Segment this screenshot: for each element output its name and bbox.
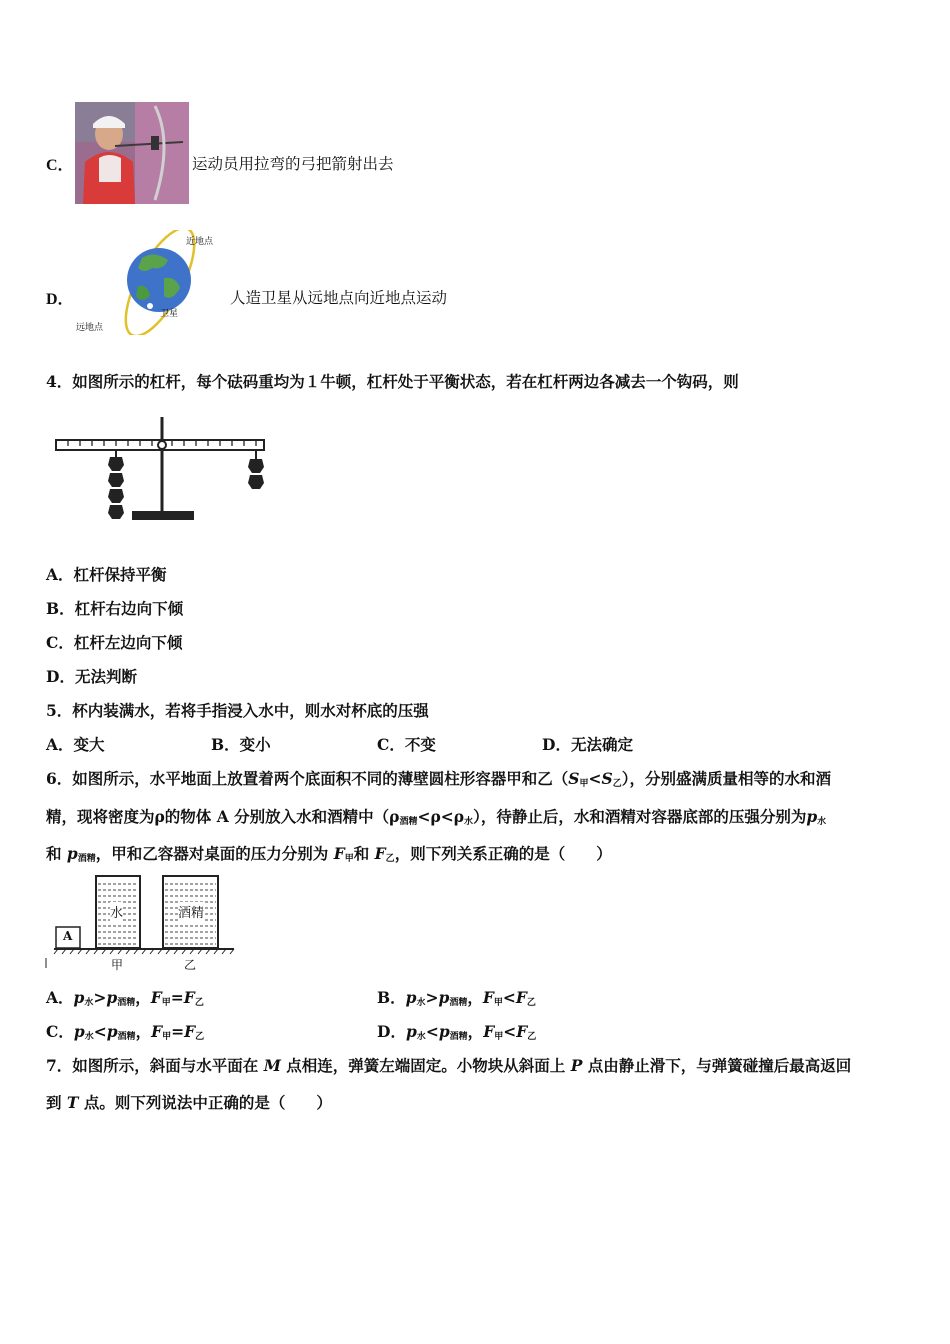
q5-option-a: A．变大: [46, 735, 105, 754]
q6-line-3: 和 $p_{酒精}$，甲和乙容器对桌面的压力分别为 $F_甲$和 $F_乙$，则下列关系正确的是（ ）: [46, 844, 612, 864]
q6-option-c: C．$p_水<p_{酒精}$，$F_甲=F_乙$: [46, 1022, 205, 1042]
q6-option-d: D．$p_水<p_{酒精}$，$F_甲<F_乙$: [377, 1022, 537, 1042]
q5-option-b: B．变小: [211, 735, 271, 754]
container-jia-label: 甲: [111, 958, 124, 972]
q6-option-b: B．$p_水>p_{酒精}$，$F_甲<F_乙$: [377, 988, 536, 1008]
satellite-label: 卫星: [160, 309, 179, 319]
near-point-label: 近地点: [186, 237, 214, 247]
q4-option-b: B．杠杆右边向下倾: [46, 599, 184, 618]
lever-figure: [54, 415, 269, 530]
option-c-text: 运动员用拉弯的弓把箭射出去: [192, 155, 394, 173]
q4-stem: 4．如图所示的杠杆，每个砝码重均为１牛顿，杠杆处于平衡状态，若在杠杆两边各减去一个钩码，则: [46, 372, 739, 391]
far-point-label: 远地点: [76, 323, 104, 333]
q4-option-a: A．杠杆保持平衡: [46, 565, 167, 584]
archer-photo: [75, 102, 189, 204]
q4-option-c: C．杠杆左边向下倾: [46, 633, 183, 652]
q7-line-2: 到 T 点。则下列说法中正确的是（ ）: [46, 1093, 332, 1112]
alcohol-label: 酒精: [178, 902, 204, 921]
q7-line-1: 7．如图所示，斜面与水平面在 M 点相连，弹簧左端固定。小物块从斜面上 P 点由静止滑下，与弹簧碰撞后最高返回: [46, 1056, 852, 1075]
q6-option-a: A．$p_水>p_{酒精}$，$F_甲=F_乙$: [46, 988, 204, 1008]
option-c-label: C．: [46, 157, 74, 174]
containers-figure: [44, 872, 239, 972]
block-a-label: A: [63, 929, 73, 943]
satellite-orbit-figure: [72, 230, 227, 335]
container-yi-label: 乙: [184, 958, 197, 972]
option-d-text: 人造卫星从远地点向近地点运动: [230, 289, 448, 307]
q4-option-d: D．无法判断: [46, 667, 137, 686]
q5-option-c: C．不变: [377, 735, 436, 754]
water-label: 水: [110, 902, 123, 921]
option-d-label: D．: [46, 291, 74, 308]
q5-option-d: D．无法确定: [542, 735, 633, 754]
q6-line-2: 精，现将密度为ρ的物体 A 分别放入水和酒精中$(\rho_{酒精}<\rho<\rho_水)$，待静止后，水和酒精对容器底部的压强分别为$p_水$: [46, 807, 827, 827]
q6-line-1: 6．如图所示，水平地面上放置着两个底面积不同的薄壁圆柱形容器甲和乙$(S_甲<S_乙)$，分别盛满质量相等的水和酒: [46, 769, 831, 789]
q5-stem: 5．杯内装满水，若将手指浸入水中，则水对杯底的压强: [46, 701, 429, 720]
